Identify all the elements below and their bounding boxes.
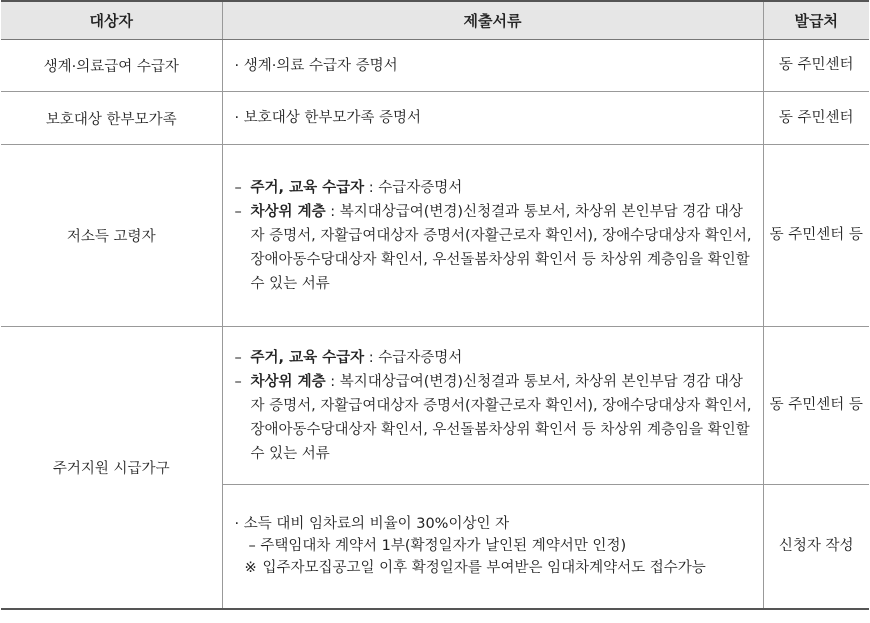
target-cell: 저소득 고령자 — [1, 145, 222, 327]
table-row — [1, 327, 869, 485]
note-mark: ※ — [244, 560, 257, 577]
document-cell — [222, 327, 763, 485]
item-label: 주거, 교육 수급자 — [250, 179, 365, 196]
issuer-cell: 동 주민센터 등 — [763, 327, 869, 485]
item-text: 수급자증명서 — [378, 349, 463, 366]
header-row — [1, 1, 869, 40]
list-item: – 차상위 계층 : 복지대상급여(변경)신청결과 통보서, 차상위 본인부담 경감 대상자 증명서, 자활급여대상자 증명서(자활근로자 확인서), 장애수당대상자 확인서, 장애아동수당대상자 확인서, 우선돌봄차상위 확인서 등 차상위 계층임을 확인할 수 있는 서류 — [234, 203, 752, 292]
list-item: – 주거, 교육 수급자 : 수급자증명서 — [234, 179, 463, 196]
item-label: 차상위 계층 — [250, 203, 326, 220]
table-row — [1, 145, 869, 327]
target-cell: 생계·의료급여 수급자 — [1, 40, 222, 92]
item-text: 복지대상급여(변경)신청결과 통보서, 차상위 본인부담 경감 대상자 증명서, 자활급여대상자 증명서(자활근로자 확인서), 장애수당대상자 확인서, 장애아동수당대상자 확인서, 우선돌봄차상위 확인서 등 차상위 계층임을 확인할 수 있는 서류 — [250, 373, 752, 462]
income-ratio-text: · 소득 대비 임차료의 비율이 30%이상인 자 — [234, 516, 510, 533]
issuer-cell: 동 주민센터 — [763, 40, 869, 92]
list-item: – 차상위 계층 : 복지대상급여(변경)신청결과 통보서, 차상위 본인부담 경감 대상자 증명서, 자활급여대상자 증명서(자활근로자 확인서), 장애수당대상자 확인서, 장애아동수당대상자 확인서, 우선돌봄차상위 확인서 등 차상위 계층임을 확인할 수 있는 서류 — [234, 373, 752, 462]
header-documents: 제출서류 — [222, 1, 763, 40]
issuer-cell: 신청자 작성 — [763, 485, 869, 609]
header-target: 대상자 — [1, 1, 222, 40]
item-text: 복지대상급여(변경)신청결과 통보서, 차상위 본인부담 경감 대상자 증명서, 자활급여대상자 증명서(자활근로자 확인서), 장애수당대상자 확인서, 장애아동수당대상자 확인서, 우선돌봄차상위 확인서 등 차상위 계층임을 확인할 수 있는 서류 — [250, 203, 752, 292]
document-cell: · 생계·의료 수급자 증명서 — [222, 40, 763, 92]
target-cell: 주거지원 시급가구 — [1, 327, 222, 609]
item-label: 차상위 계층 — [250, 373, 326, 390]
header-issuer: 발급처 — [763, 1, 869, 40]
list-item: – 주거, 교육 수급자 : 수급자증명서 — [234, 349, 463, 366]
item-label: 주거, 교육 수급자 — [250, 349, 365, 366]
document-cell: · 보호대상 한부모가족 증명서 — [222, 92, 763, 145]
document-cell — [222, 485, 763, 609]
table-row — [1, 92, 869, 145]
item-text: 수급자증명서 — [378, 179, 463, 196]
note-text: 입주자모집공고일 이후 확정일자를 부여받은 임대차계약서도 접수가능 — [262, 560, 706, 577]
document-cell — [222, 145, 763, 327]
target-cell: 보호대상 한부모가족 — [1, 92, 222, 145]
table-row — [1, 40, 869, 92]
document-table — [1, 0, 869, 610]
issuer-cell: 동 주민센터 — [763, 92, 869, 145]
lease-contract-text: – 주택임대차 계약서 1부(확정일자가 날인된 계약서만 인정) — [248, 538, 627, 555]
note-item — [235, 557, 757, 579]
issuer-cell: 동 주민센터 등 — [763, 145, 869, 327]
